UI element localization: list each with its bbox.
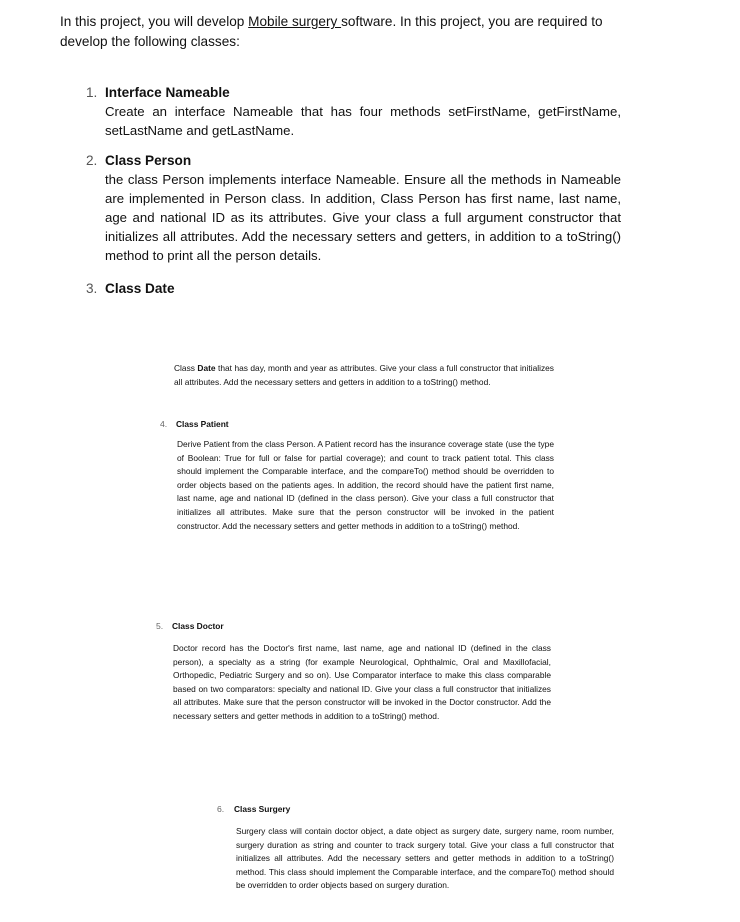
intro-paragraph xyxy=(60,12,630,52)
item-3-number: 3. xyxy=(86,281,98,296)
item-6-body: Surgery class will contain doctor object, a date object as surgery date, surgery name, room number, surgery duration as string and counter to track surgery total. Give your class a full constructor that initializes all attributes. Add the necessary setters and getter methods in addition to a toString() method. This class should implement the Comparable interface, and the compareTo() method should be overridden to order objects based on surgery duration. xyxy=(236,826,614,891)
item-5-number: 5. xyxy=(156,621,164,631)
date-body: Class Date that has day, month and year as attributes. Give your class a full constructor that initializes all attributes. Add the necessary setters and getters in addition to a toString() method. xyxy=(174,363,554,387)
item-1-number: 1. xyxy=(86,85,98,100)
item-6-number: 6. xyxy=(217,804,225,814)
item-4-body: Derive Patient from the class Person. A Patient record has the insurance coverage state (use the type of Boolean: True for full or false for partial coverage); and count to track patient total. This class should implement the Comparable interface, and the compareTo() method should be overridden to order objects based on the patients ages. In addition, the record should have the patient first name, last name, age and national ID (defined in the class person). Give your class a full constructor that initializes all attributes. Make sure that the person constructor will be invoked in the patient constructor. Add the necessary setters and getter methods in addition to a toString() method. xyxy=(177,439,554,531)
item-5-title: Class Doctor xyxy=(172,621,224,631)
intro-text: In this project, you will develop xyxy=(60,14,249,29)
item-2-body: the class Person implements interface Nameable. Ensure all the methods in Nameable are implemented in Person class. In addition, Class Person has first name, last name, age and national ID as its attributes. Give your class a full argument constructor that initializes all attributes. Add the necessary setters and getters, in addition to a toString() method to print all the person details. xyxy=(105,172,621,263)
item-5-body: Doctor record has the Doctor's first name, last name, age and national ID (defined in the class person), a specialty as a string (for example Neurological, Ophthalmic, Oral and Maxillofacial, Orthopedic, Pediatric Surgery and so on). Use Comparator interface to make this class comparable based on two comparators: specialty and national ID. Give your class a full constructor that initializes all attributes. Make sure that the person constructor will be invoked in the Doctor constructor. Add the necessary setters and getter methods in addition to a toString() method. xyxy=(173,643,551,721)
intro-text-cont: software. In this project, you are required to develop the following classes: xyxy=(60,14,603,49)
item-4-title: Class Patient xyxy=(176,419,229,429)
item-4-number: 4. xyxy=(160,419,168,429)
item-1-body: Create an interface Nameable that has four methods setFirstName, getFirstName, setLastName and getLastName. xyxy=(105,104,621,138)
item-2-title: Class Person xyxy=(105,153,192,168)
project-name-link[interactable]: Mobile surgery xyxy=(248,14,342,29)
item-6-title: Class Surgery xyxy=(234,804,291,814)
item-1-title: Interface Nameable xyxy=(105,85,230,100)
item-3-title: Class Date xyxy=(105,281,175,296)
item-2-number: 2. xyxy=(86,153,98,168)
